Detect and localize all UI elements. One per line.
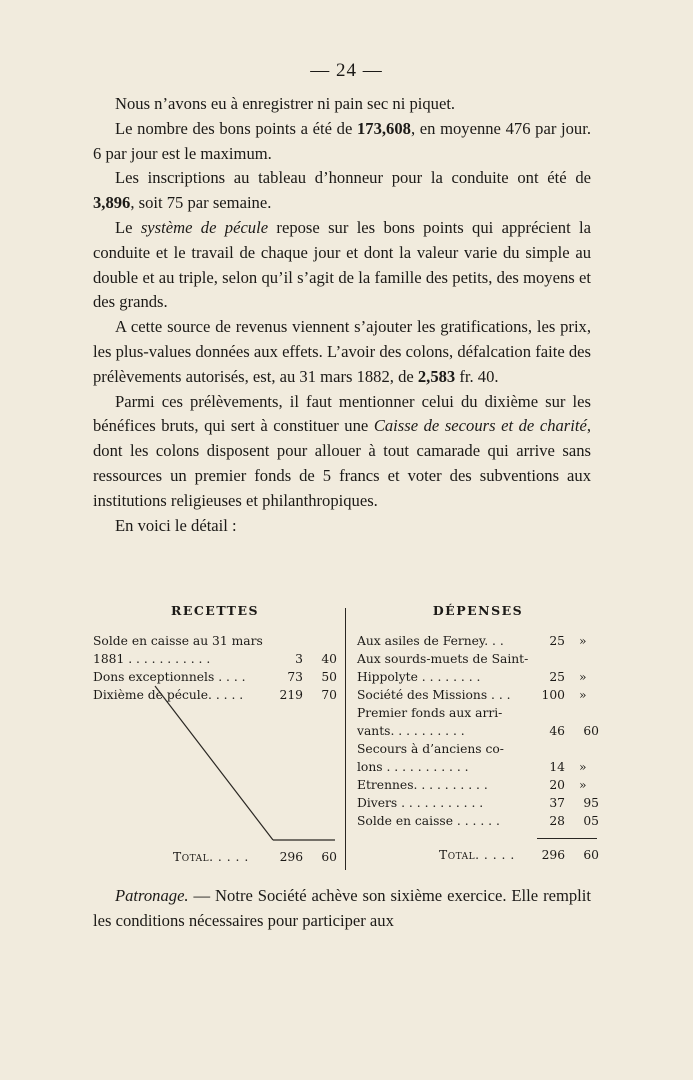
paragraph-8: Patronage. — Notre Société achève son sixième exercice. Elle remplit les conditions nécessaires pour participer aux: [93, 886, 591, 930]
paragraph-1: Nous n’avons eu à enregistrer ni pain sec ni piquet.: [115, 94, 456, 113]
depenses-row: [357, 632, 599, 650]
depenses-rows: [357, 632, 599, 830]
body-text: [93, 92, 591, 538]
depenses-column: [357, 600, 599, 862]
depenses-row: [357, 758, 599, 776]
depenses-row-label: Aux sourds-muets de Saint-: [357, 652, 529, 666]
depenses-row-cents: »: [579, 670, 587, 684]
depenses-row: [357, 668, 599, 686]
depenses-row-label: Solde en caisse . . . . . .: [357, 814, 500, 828]
systeme-pecule-term: système de pécule: [140, 217, 269, 237]
paragraph-7: En voici le détail :: [115, 515, 237, 535]
depenses-row-francs: 28: [549, 814, 565, 828]
depenses-row-francs: 37: [549, 796, 565, 810]
recettes-row-label: Dixième de pécule. . . . .: [93, 688, 244, 702]
depenses-row-francs: 46: [549, 724, 565, 738]
recettes-row-cents: 50: [321, 670, 337, 684]
depenses-row-cents: »: [579, 634, 587, 648]
depenses-row-label: Secours à d’anciens co-: [357, 742, 504, 756]
recettes-row-francs: 73: [287, 670, 303, 684]
depenses-row-cents: »: [579, 688, 587, 702]
depenses-total-cents: 60: [583, 848, 599, 862]
inscriptions-count: 3,896: [93, 193, 131, 213]
paragraph-4: Le système de pécule repose sur les bons points qui apprécient la conduite et le travail de chaque jour et dont la valeur varie du simple au double et au triple, selon qu’il s’agit de la famille des petits, des moyens et des grands.: [93, 217, 591, 312]
depenses-row-cents: 05: [583, 814, 599, 828]
depenses-row-francs: 25: [549, 634, 565, 648]
recettes-row: [93, 650, 337, 668]
depenses-total-rule: [537, 838, 597, 839]
depenses-row: [357, 776, 599, 794]
depenses-total-francs: 296: [541, 848, 566, 862]
depenses-row: [357, 812, 599, 830]
paragraph-3: Les inscriptions au tableau d’honneur pour la conduite ont été de 3,896, soit 75 par semaine.: [93, 168, 591, 213]
recettes-total-row: [173, 848, 337, 866]
recettes-total-cents: 60: [321, 850, 337, 864]
depenses-row: [357, 650, 599, 668]
depenses-row-cents: 60: [583, 724, 599, 738]
recettes-row: [93, 632, 337, 650]
patronage-term: Patronage.: [115, 886, 189, 905]
depenses-row-label: lons . . . . . . . . . . .: [357, 760, 469, 774]
recettes-row-label: Dons exceptionnels . . . .: [93, 670, 246, 684]
depenses-row-francs: 14: [549, 760, 565, 774]
page-number: — 24 —: [310, 60, 383, 81]
paragraph-2: Le nombre des bons points a été de 173,608, en moyenne 476 par jour. 6 par jour est le maximum.: [93, 118, 591, 163]
depenses-row: [357, 686, 599, 704]
paragraph-6: Parmi ces prélèvements, il faut mentionner celui du dixième sur les bénéfices bruts, qui sert à constituer une Caisse de secours et de charité, dont les colons disposent pour allouer à tout camarade qui arrive sans ressources un premier fonds de 5 francs et voter des subventions aux institutions religieuses et philanthropiques.: [93, 391, 592, 510]
recettes-row-cents: 70: [321, 688, 337, 702]
recettes-row-francs: 3: [295, 652, 303, 666]
body-text-bottom: [93, 884, 591, 934]
recettes-cancel-line: [153, 684, 337, 864]
depenses-row-cents: 95: [583, 796, 599, 810]
depenses-row-cents: »: [579, 778, 587, 792]
avoir-amount: 2,583: [417, 366, 456, 386]
depenses-row-cents: »: [579, 760, 587, 774]
depenses-row: [357, 704, 599, 722]
caisse-secours-term: Caisse de secours et de charité: [373, 416, 587, 436]
depenses-row-francs: 20: [549, 778, 565, 792]
recettes-row-francs: 219: [279, 688, 303, 702]
depenses-row-francs: 100: [541, 688, 565, 702]
recettes-total-francs: 296: [279, 850, 304, 864]
depenses-row-label: vants. . . . . . . . . .: [357, 724, 465, 738]
depenses-row-label: Premier fonds aux arri-: [357, 706, 503, 720]
depenses-row-label: Divers . . . . . . . . . . .: [357, 796, 484, 810]
depenses-row: [357, 722, 599, 740]
recettes-row-label: Solde en caisse au 31 mars: [93, 634, 263, 648]
recettes-total-label: Total. . . . .: [173, 850, 249, 864]
ledger-divider: [345, 608, 346, 870]
depenses-total-label: Total. . . . .: [439, 848, 515, 862]
recettes-column: [93, 600, 337, 864]
bons-points-count: 173,608: [357, 118, 411, 138]
depenses-heading: DÉPENSES: [432, 603, 524, 618]
depenses-row-label: Société des Missions . . .: [357, 688, 511, 702]
depenses-row-label: Etrennes. . . . . . . . . .: [357, 778, 488, 792]
depenses-row-label: Aux asiles de Ferney. . .: [357, 634, 504, 648]
ledger-table: [93, 600, 599, 872]
recettes-heading: RECETTES: [170, 603, 260, 618]
depenses-row: [357, 794, 599, 812]
paragraph-5: A cette source de revenus viennent s’ajouter les gratifications, les prix, les plus-values données aux effets. L’avoir des colons, défalcation faite des prélèvements autorisés, est, au 31 mars 1882, de 2,583 fr. 40.: [93, 317, 591, 386]
depenses-row: [357, 740, 599, 758]
depenses-total-row: [439, 846, 599, 864]
depenses-row-label: Hippolyte . . . . . . . .: [357, 670, 481, 684]
depenses-row-francs: 25: [549, 670, 565, 684]
recettes-row-label: 1881 . . . . . . . . . . .: [93, 652, 211, 666]
recettes-row-cents: 40: [321, 652, 337, 666]
